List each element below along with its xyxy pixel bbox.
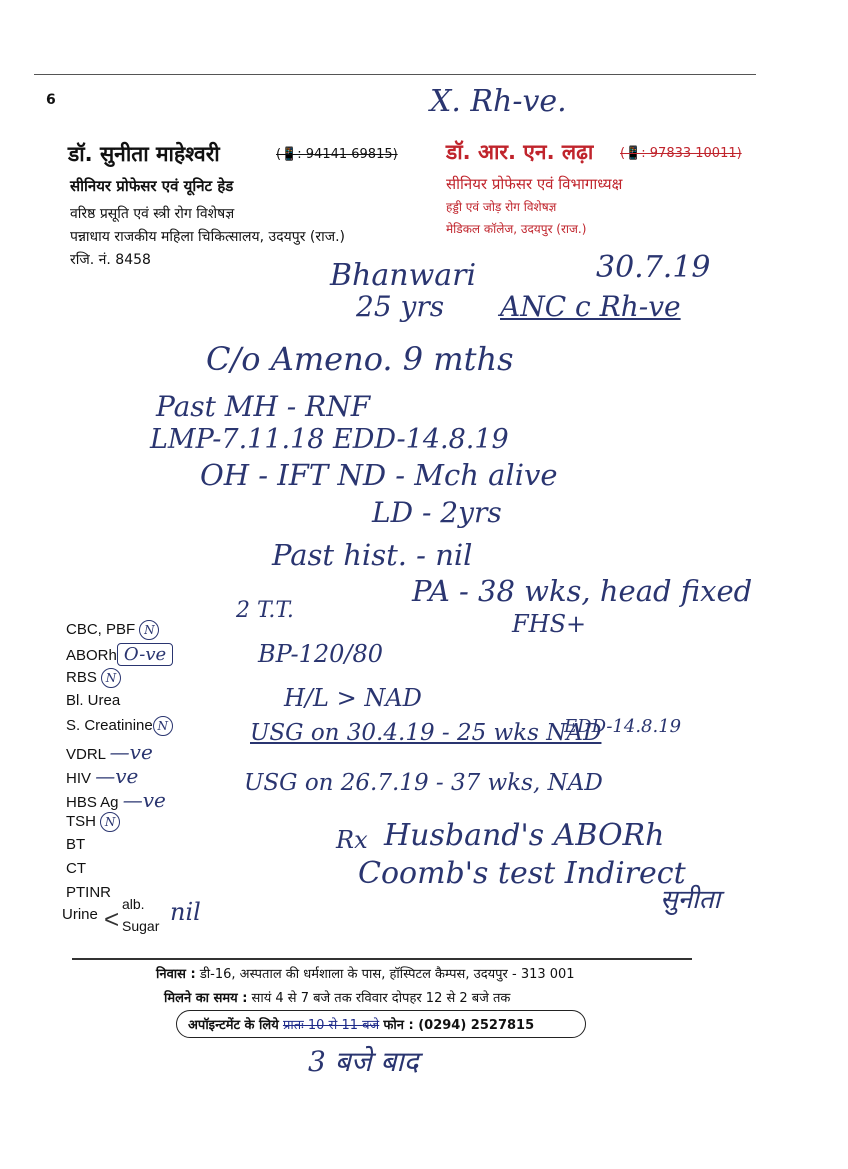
note-complaint: C/o Ameno. 9 mths [206,340,514,378]
inv-urine: Urine [62,906,98,923]
footer-handwritten-time: 3 बजे बाद [308,1045,419,1078]
inv-rbs: RBS N [66,668,121,688]
doctor2-title: सीनियर प्रोफेसर एवं विभागाध्यक्ष [446,175,623,193]
doctor1-specialty: वरिष्ठ प्रसूति एवं स्त्री रोग विशेषज्ञ [70,206,235,222]
inv-hiv: HIV —ve [66,764,139,788]
top-rule [34,74,756,75]
inv-cbc: CBC, PBF N [66,620,159,640]
patient-date: 30.7.19 [596,250,711,285]
doctor1-name: डॉ. सुनीता माहेश्वरी [68,142,220,166]
rx-symbol: Rx [336,826,368,854]
note-fhs: FHS+ [512,610,587,638]
inv-ct: CT [66,860,86,877]
urine-result: nil [170,898,201,926]
doctor1-title: सीनियर प्रोफेसर एवं यूनिट हेड [70,177,234,195]
note-usg-edd: EDD-14.8.19 [564,716,682,737]
note-usg-2: USG on 26.7.19 - 37 wks, NAD [244,770,603,796]
doctor2-name: डॉ. आर. एन. लढ़ा [446,140,594,164]
patient-diagnosis: ANC c Rh-ve [500,290,681,323]
footer-timing: मिलने का समय : सायं 4 से 7 बजे तक रविवार दोपहर 12 से 2 बजे तक [164,991,511,1006]
footer-residence: निवास : डी-16, अस्पताल की धर्मशाला के पास, हॉस्पिटल कैम्पस, उदयपुर - 313 001 [156,967,575,982]
inv-creatinine: S. Creatinine N [66,716,173,736]
note-pa: PA - 38 wks, head fixed [412,574,753,608]
doctor1-hospital: पन्नाधाय राजकीय महिला चिकित्सालय, उदयपुर (राज.) [70,229,346,245]
result-mark: N [101,668,121,688]
inv-ptinr: PTINR [66,884,111,901]
note-past-mh: Past MH - RNF [156,390,371,423]
appointment-struck-time: प्रातः 10 से 11 बजे [282,1018,380,1033]
result-mark: O-ve [117,643,173,666]
doctor1-reg: रजि. नं. 8458 [70,252,151,268]
note-tt: 2 T.T. [236,598,294,623]
result-mark: —ve [95,764,139,788]
inv-urea: Bl. Urea [66,692,121,709]
top-note: X. Rh-ve. [430,84,567,119]
footer-appointment: अपॉइन्टमेंट के लिये प्रातः 10 से 11 बजे फोन : (0294) 2527815 [188,1018,535,1033]
patient-age: 25 yrs [356,290,445,323]
inv-aborh: ABORh O-ve [66,644,173,665]
note-usg-1: USG on 30.4.19 - 25 wks NAD [250,720,602,746]
note-oh: OH - IFT ND - Mch alive [200,458,558,492]
result-mark: —ve [122,788,166,812]
inv-tsh: TSH N [66,812,120,832]
result-mark: N [100,812,120,832]
urine-alb: alb. [122,896,145,912]
result-mark: —ve [109,740,153,764]
doctor2-phone: (📱: 97833 10011) [620,146,742,161]
patient-name: Bhanwari [330,258,477,293]
note-bp: BP-120/80 [258,640,384,668]
doctor2-specialty: हड्डी एवं जोड़ रोग विशेषज्ञ [446,200,557,214]
urine-sugar: Sugar [122,918,160,934]
result-mark: N [139,620,159,640]
note-lmp-edd: LMP-7.11.18 EDD-14.8.19 [150,424,509,455]
inv-vdrl: VDRL —ve [66,740,153,764]
urine-brace: < [104,904,120,934]
inv-bt: BT [66,836,86,853]
rx-line-1: Husband's ABORh [384,818,665,853]
doctor2-college: मेडिकल कॉलेज, उदयपुर (राज.) [446,222,587,236]
rx-line-2: Coomb's test Indirect [358,856,686,891]
result-mark: N [153,716,173,736]
note-past-hist: Past hist. - nil [272,538,473,572]
note-ld: LD - 2yrs [372,496,502,529]
rx-signature: सुनीता [660,885,721,915]
inv-hbsag: HBS Ag —ve [66,788,166,812]
doctor1-phone: (📱: 94141 69815) [276,147,398,162]
footer-rule [72,958,692,960]
note-heart-lungs: H/L > NAD [284,684,422,712]
corner-mark: 6 [46,92,56,108]
